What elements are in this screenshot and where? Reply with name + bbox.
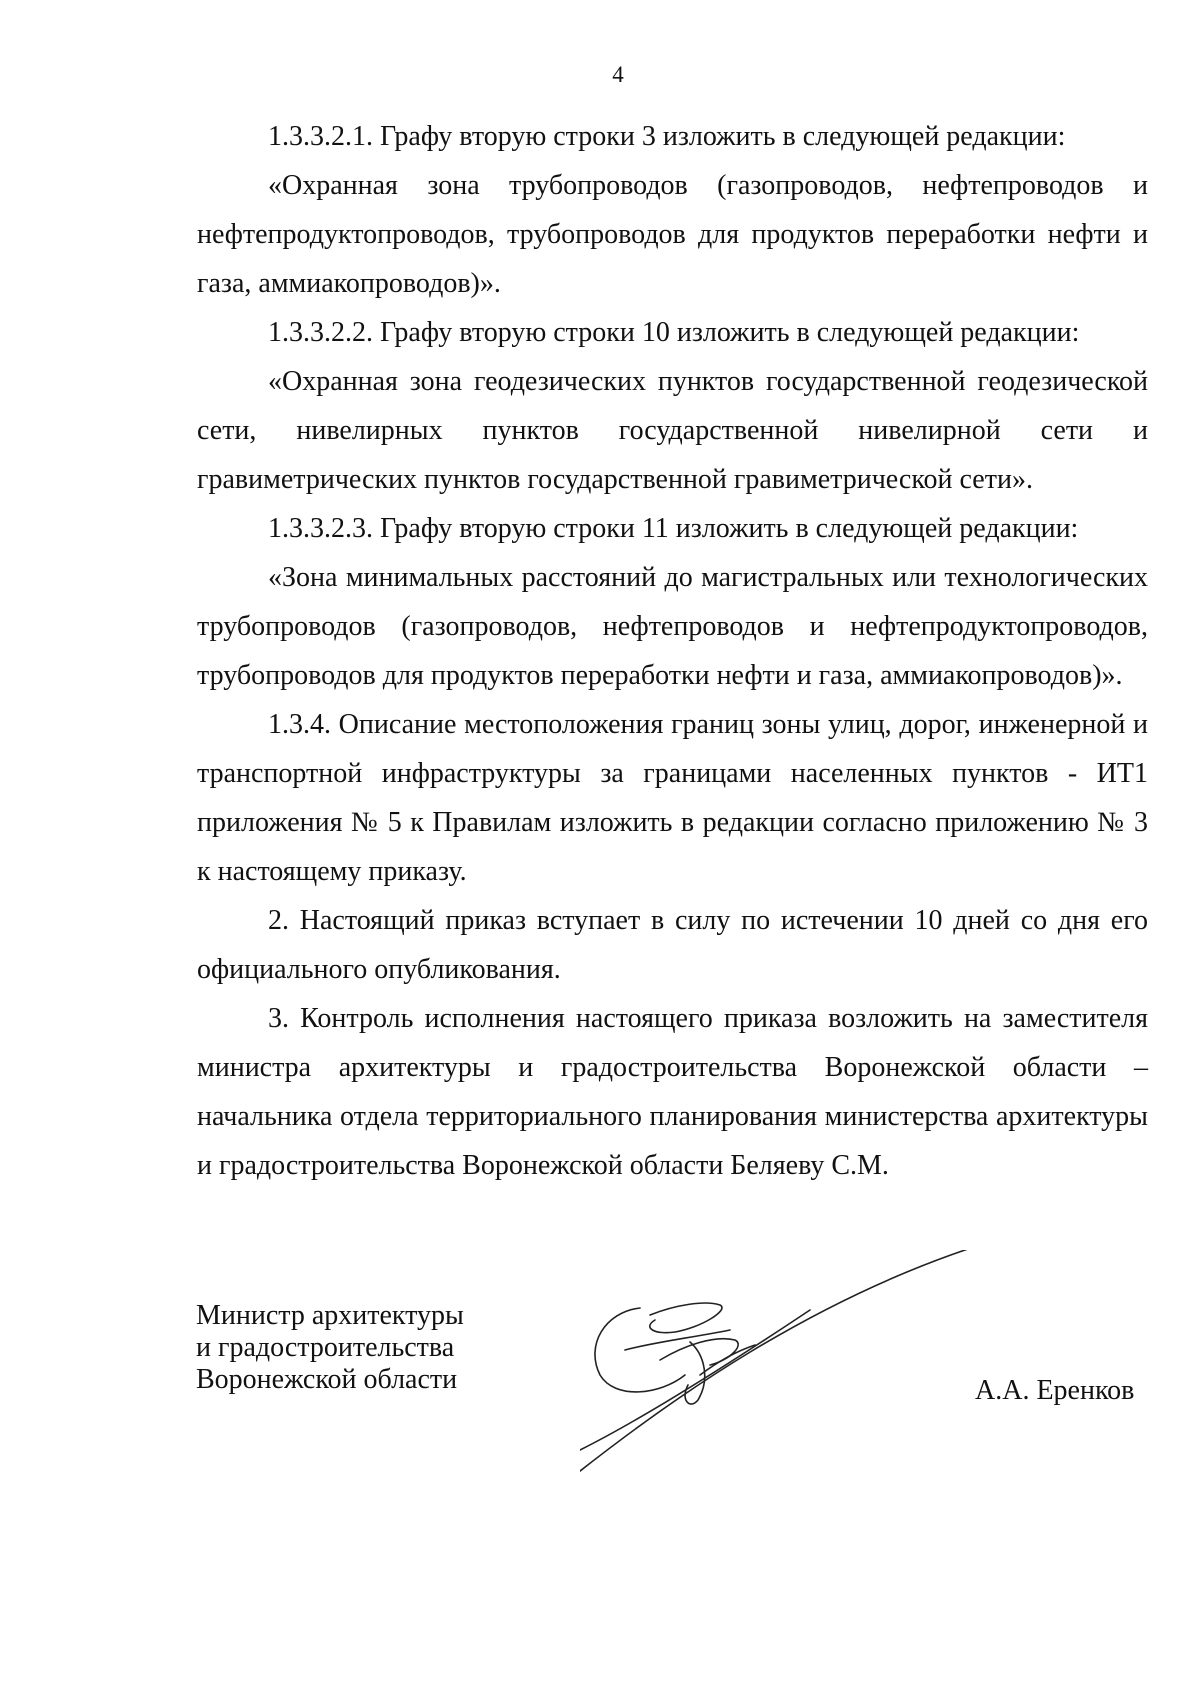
paragraph-2: 2. Настоящий приказ вступает в силу по истечении 10 дней со дня его официального опубликования. [197, 905, 1148, 985]
paragraph-quote-minimum-distances: «Зона минимальных расстояний до магистральных или технологических трубопроводов (газопроводов, нефтепроводов и нефтепродуктопроводов, трубопроводов для продуктов переработки нефти и газа, аммиакопроводов)». [197, 562, 1148, 691]
signatory-title-line-3: Воронежской области [196, 1364, 458, 1395]
paragraph-1-3-3-2-2: 1.3.3.2.2. Графу вторую строки 10 изложить в следующей редакции: [268, 317, 1080, 348]
page-number: 4 [612, 62, 624, 87]
paragraph-quote-pipelines: «Охранная зона трубопроводов (газопроводов, нефтепроводов и нефтепродуктопроводов, трубопроводов для продуктов переработки нефти и газа, аммиакопроводов)». [197, 170, 1148, 299]
paragraph-3: 3. Контроль исполнения настоящего приказа возложить на заместителя министра архитектуры и градостроительства Воронежской области – начальника отдела территориального планирования министерства архитектуры и градостроительства Воронежской области Беляеву С.М. [197, 1003, 1148, 1181]
signatory-title-line-2: и градостроительства [196, 1332, 455, 1363]
signatory-title-line-1: Министр архитектуры [196, 1300, 464, 1331]
handwritten-signature [580, 1250, 1000, 1490]
paragraph-quote-geodetic: «Охранная зона геодезических пунктов государственной геодезической сети, нивелирных пунктов государственной нивелирной сети и гравиметрических пунктов государственной гравиметрической сети». [197, 366, 1148, 495]
signatory-title [196, 1300, 464, 1396]
paragraph-1-3-3-2-1: 1.3.3.2.1. Графу вторую строки 3 изложить в следующей редакции: [268, 121, 1066, 152]
signatory-name: А.А. Еренков [975, 1375, 1135, 1406]
paragraph-1-3-4: 1.3.4. Описание местоположения границ зоны улиц, дорог, инженерной и транспортной инфраструктуры за границами населенных пунктов - ИТ1 приложения № 5 к Правилам изложить в редакции согласно приложению № 3 к настоящему приказу. [197, 709, 1148, 887]
document-body [197, 112, 1148, 1190]
paragraph-1-3-3-2-3: 1.3.3.2.3. Графу вторую строки 11 изложить в следующей редакции: [268, 513, 1079, 544]
